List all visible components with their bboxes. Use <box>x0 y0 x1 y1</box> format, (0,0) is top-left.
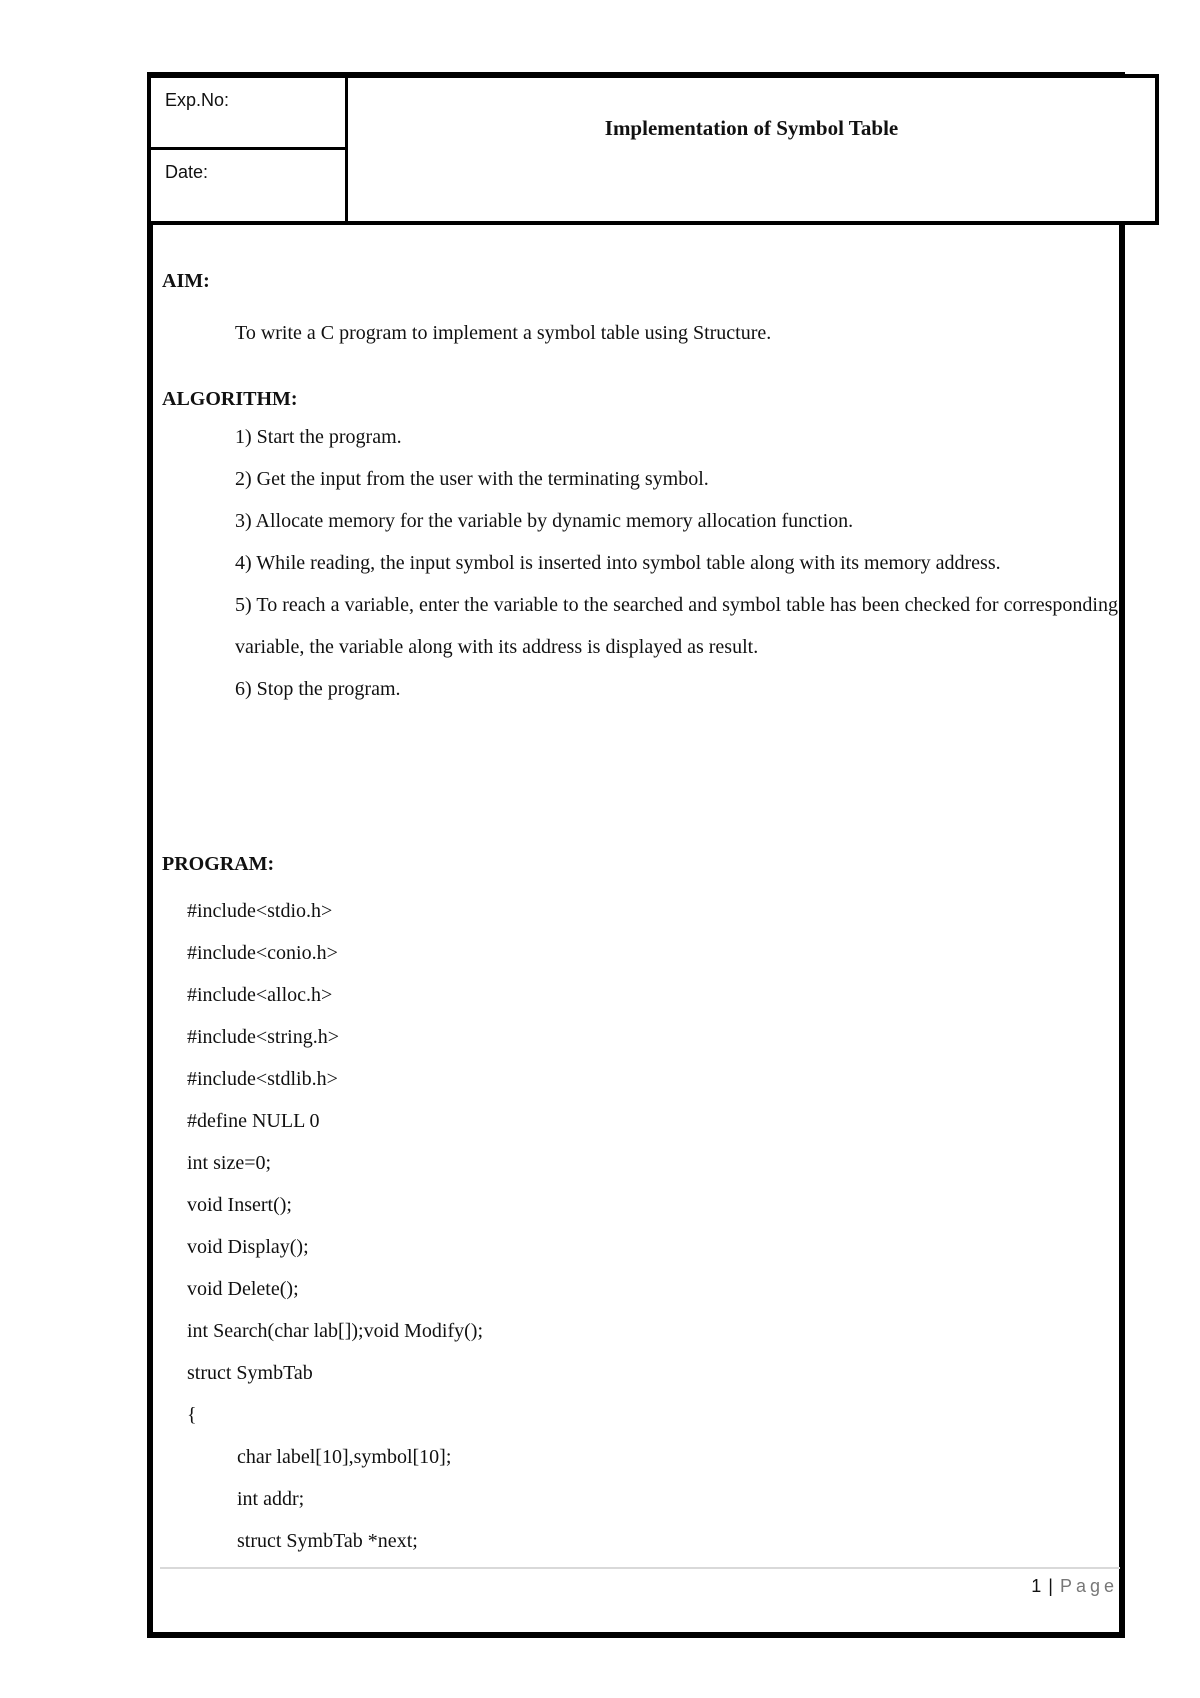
page-footer <box>1031 1576 1118 1597</box>
code-line: int size=0; <box>187 1152 272 1174</box>
page-number: 1 <box>1031 1576 1043 1596</box>
algorithm-heading: ALGORITHM: <box>162 388 298 410</box>
algorithm-step: 2) Get the input from the user with the terminating symbol. <box>235 468 709 490</box>
footer-divider <box>160 1567 1120 1569</box>
exp-no-label: Exp.No: <box>151 78 345 150</box>
program-code <box>187 890 483 1562</box>
header-left-column <box>151 78 348 221</box>
aim-text: To write a C program to implement a symbol table using Structure. <box>235 322 772 344</box>
code-line: void Delete(); <box>187 1278 299 1300</box>
code-line: int Search(char lab[]);void Modify(); <box>187 1320 484 1342</box>
algorithm-step: 5) To reach a variable, enter the variable to the searched and symbol table has been checked for corresponding variable, the variable along with its address is displayed as result. <box>235 594 1118 658</box>
code-line: int addr; <box>187 1488 305 1510</box>
algorithm-step: 3) Allocate memory for the variable by dynamic memory allocation function. <box>235 510 854 532</box>
algorithm-step: 1) Start the program. <box>235 426 402 448</box>
date-label: Date: <box>165 161 209 182</box>
code-line: { <box>187 1404 197 1426</box>
code-line: void Insert(); <box>187 1194 292 1216</box>
algorithm-step: 4) While reading, the input symbol is inserted into symbol table along with its memory address. <box>235 552 1001 574</box>
algorithm-steps <box>235 416 1118 710</box>
experiment-header <box>147 74 1159 225</box>
code-line: #include<conio.h> <box>187 942 338 964</box>
code-line: #include<stdlib.h> <box>187 1068 338 1090</box>
footer-separator: | <box>1048 1576 1054 1596</box>
code-line: struct SymbTab *next; <box>187 1530 418 1552</box>
program-heading: PROGRAM: <box>162 853 275 875</box>
code-line: char label[10],symbol[10]; <box>187 1446 452 1468</box>
code-line: #define NULL 0 <box>187 1110 320 1132</box>
aim-heading: AIM: <box>162 270 210 292</box>
code-line: #include<stdio.h> <box>187 900 333 922</box>
code-line: void Display(); <box>187 1236 309 1258</box>
page-label: Page <box>1059 1576 1118 1596</box>
code-line: struct SymbTab <box>187 1362 313 1384</box>
algorithm-step: 6) Stop the program. <box>235 678 401 700</box>
code-line: #include<string.h> <box>187 1026 339 1048</box>
code-line: #include<alloc.h> <box>187 984 333 1006</box>
document-title: Implementation of Symbol Table <box>604 116 899 140</box>
